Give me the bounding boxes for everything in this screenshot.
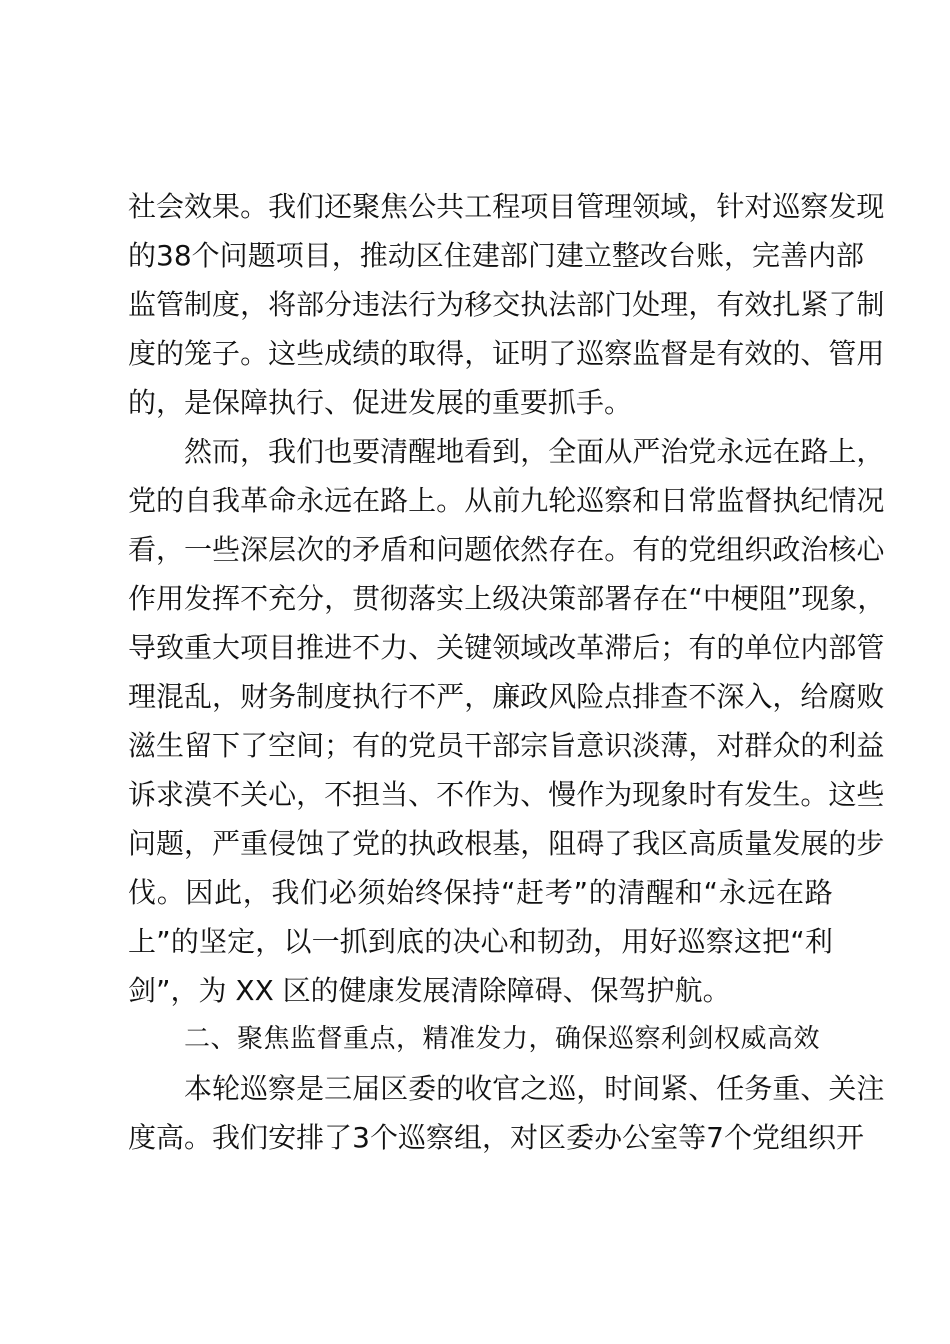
text-line: 监 管 制 度 ， 将 部 分 违 法 行 为 移 交 执 法 部 门 处 理 ， 有 效 扎 紧 了 制 [128,288,885,321]
text-line: 的 38 个 问 题 项 目 ， 推 动 区 住 建 部 门 建 立 整 改 台 账 ， 完 善 内 部 [128,239,865,272]
text-line: 伐 。 因 此 ， 我 们 必 须 始 终 保 持 “ 赶 考 ” 的 清 醒 和 “ 永 远 在 路 [128,876,833,909]
text-line: 导 致 重 大 项 目 推 进 不 力 、 关 键 领 域 改 革 滞 后 ； 有 的 单 位 内 部 管 [128,631,885,664]
text-line: 作 用 发 挥 不 充 分 ， 贯 彻 落 实 上 级 决 策 部 署 存 在 “ 中 梗 阻 ” 现 象 ， [128,582,886,615]
text-line: 社 会 效 果 。 我 们 还 聚 焦 公 共 工 程 项 目 管 理 领 域 ， 针 对 巡 察 发 现 [128,190,885,223]
text-line: 度 高 。 我 们 安 排 了 3 个 巡 察 组 ， 对 区 委 办 公 室 等 7 个 党 组 织 开 [128,1121,865,1154]
text-line: 的，是保障执行、促进发展的重要抓手。 [128,386,633,419]
text-line: 度 的 笼 子 。 这 些 成 绩 的 取 得 ， 证 明 了 巡 察 监 督 是 有 效 的 、 管 用 [128,337,885,370]
text-line: 滋 生 留 下 了 空 间 ； 有 的 党 员 干 部 宗 旨 意 识 淡 薄 ， 对 群 众 的 利 益 [128,729,885,762]
text-line: 诉 求 漠 不 关 心 ， 不 担 当 、 不 作 为 、 慢 作 为 现 象 时 有 发 生 。 这 些 [128,778,885,811]
text-line: 上 ” 的 坚 定 ， 以 一 抓 到 底 的 决 心 和 韧 劲 ， 用 好 巡 察 这 把 “ 利 [128,925,833,958]
section-heading: 二、聚焦监督重点，精准发力，确保巡察利剑权威高效 [184,1024,821,1054]
text-line: 看 ， 一 些 深 层 次 的 矛 盾 和 问 题 依 然 存 在 。 有 的 党 组 织 政 治 核 心 [128,533,885,566]
document-body [128,182,886,1162]
text-line: 然 而 ， 我 们 也 要 清 醒 地 看 到 ， 全 面 从 严 治 党 永 远 在 路 上 ， [184,435,885,468]
text-line: 剑”，为 XX 区的健康发展清除障碍、保驾护航。 [128,974,731,1007]
text-line: 理 混 乱 ， 财 务 制 度 执 行 不 严 ， 廉 政 风 险 点 排 查 不 深 入 ， 给 腐 败 [128,680,885,713]
text-line: 问 题 ， 严 重 侵 蚀 了 党 的 执 政 根 基 ， 阻 碍 了 我 区 高 质 量 发 展 的 步 [128,827,885,860]
text-line: 党 的 自 我 革 命 永 远 在 路 上 。 从 前 九 轮 巡 察 和 日 常 监 督 执 纪 情 况 [128,484,885,517]
text-line: 本 轮 巡 察 是 三 届 区 委 的 收 官 之 巡 ， 时 间 紧 、 任 务 重 、 关 注 [184,1072,885,1105]
